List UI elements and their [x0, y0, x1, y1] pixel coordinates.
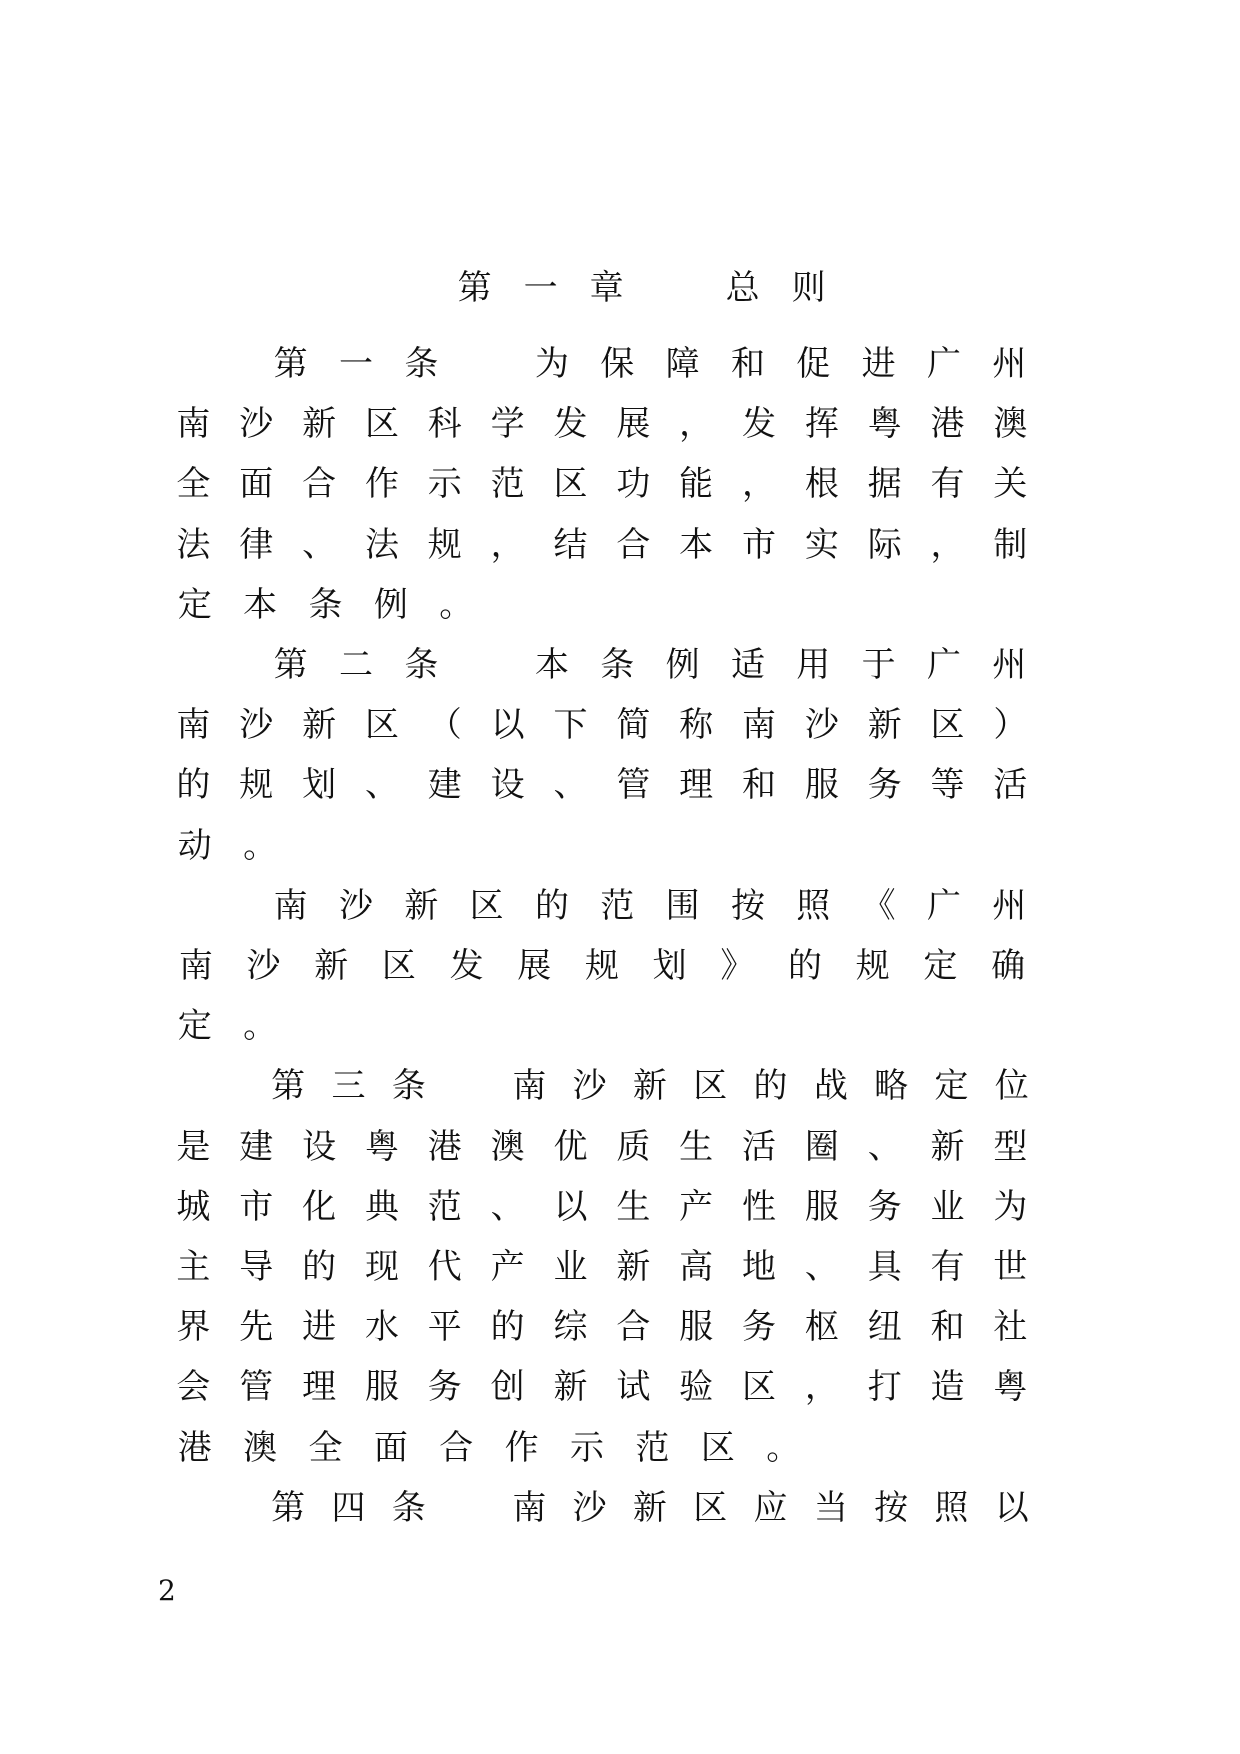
text-line: 定 本 条 例 。 [177, 584, 474, 625]
text-line: 界 先 进 水 平 的 综 合 服 务 枢 纽 和 社 [176, 1307, 1028, 1348]
text-line: 动 。 [177, 825, 278, 866]
text-line: 全 面 合 作 示 范 区 功 能 ， 根 据 有 关 [176, 464, 1028, 505]
text-line: 南 沙 新 区 发 展 规 划 》 的 规 定 确 [178, 946, 1026, 986]
chapter-number-label: 第 一 章 [457, 268, 624, 308]
text-line: 城 市 化 典 范 、 以 生 产 性 服 务 业 为 [176, 1186, 1028, 1227]
text-line: 南 沙 新 区 的 范 围 按 照 《 广 州 [273, 885, 1027, 926]
chapter-title [0, 222, 1240, 354]
text-line: 法 律 、 法 规 ， 结 合 本 市 实 际 ， 制 [176, 524, 1028, 565]
text-line: 南 沙 新 区 科 学 发 展 ， 发 挥 粤 港 澳 [176, 404, 1028, 445]
text-line: 第 一 条 为 保 障 和 促 进 广 州 [273, 344, 1027, 384]
text-line: 第 四 条 南 沙 新 区 应 当 按 照 以 [271, 1487, 1029, 1528]
text-line: 第 三 条 南 沙 新 区 的 战 略 定 位 [271, 1066, 1029, 1107]
text-line: 第 二 条 本 条 例 适 用 于 广 州 [273, 645, 1027, 685]
text-line: 会 管 理 服 务 创 新 试 验 区 ， 打 造 粤 [176, 1367, 1028, 1408]
chapter-title-text: 总 则 [725, 268, 826, 308]
text-line: 是 建 设 粤 港 澳 优 质 生 活 圈 、 新 型 [176, 1126, 1028, 1167]
text-line: 港 澳 全 面 合 作 示 范 区 。 [177, 1427, 801, 1468]
text-line: 南 沙 新 区 （ 以 下 简 称 南 沙 新 区 ） [176, 705, 1028, 746]
text-line: 定 。 [177, 1006, 278, 1047]
text-line: 的 规 划 、 建 设 、 管 理 和 服 务 等 活 [176, 765, 1028, 806]
text-line: 主 导 的 现 代 产 业 新 高 地 、 具 有 世 [176, 1247, 1028, 1287]
page-number: 2 [158, 1574, 176, 1607]
